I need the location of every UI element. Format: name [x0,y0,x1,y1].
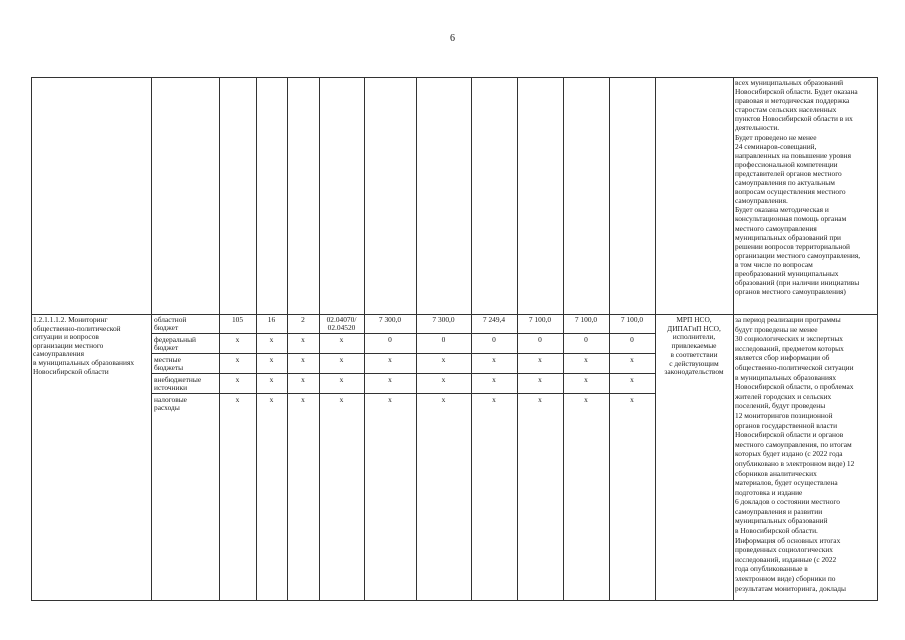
description-line: органов государственной власти [735,420,838,430]
grid-line [877,77,878,601]
target-item-code [319,316,364,332]
description-line: представителей органов местного [735,168,842,178]
description-line: направленных на повышение уровня [735,150,851,160]
grid-line [733,77,734,601]
activity-name-line: в муниципальных образованиях [33,357,135,367]
total-value: x [388,355,392,364]
subsection-code: x [301,395,305,404]
section-code: x [269,395,274,404]
description-line: образований (при наличии инициативы [735,278,860,288]
year-value: x [584,395,588,404]
funding-source [154,336,196,352]
description-line: в Новосибирской области. [735,526,818,536]
year-value: 0 [441,335,446,344]
activity-name-line: ситуации и вопросов [33,332,99,342]
description-line: Будет проведено не менее [735,132,817,142]
year-value: x [630,375,634,384]
funding-source-line: бюджет [154,323,179,332]
description-line: является сбор информации об [735,353,830,363]
grbs-code: x [235,335,240,344]
funding-source-line: налоговые [154,395,187,404]
funding-source-line: федеральный [154,335,196,344]
description-line: самоуправления по актуальным [735,178,835,188]
executors-line: законодательством [664,367,724,377]
funding-source-line: внебюджетные [154,375,202,384]
year-value: 7 300,0 [432,315,455,324]
description-line: старостам сельских населенных [735,105,837,115]
funding-source [154,316,186,332]
description-line: решении вопросов территориальной [735,241,850,251]
description-line: которых будет издано (с 2022 года [735,449,843,459]
grbs-code: x [235,395,240,404]
description-line: опубликовано в электронном виде) 12 [735,458,855,468]
year-value: x [441,375,446,384]
funding-source-line: источники [154,383,188,392]
funding-source [154,356,183,372]
total-value: 7 300,0 [378,315,402,324]
description-line: местного самоуправления, по итогам [735,439,852,449]
description-line: консультационная помощь органам [735,214,847,224]
description-line: исследований, изданные (с 2022 [735,554,837,564]
description-line: электронном виде) сборники по [735,574,836,584]
target-item-code-line: 02.04070/ [326,315,357,324]
grbs-code: x [235,375,240,384]
description-line: исследований, предметом которых [735,343,844,353]
year-value: x [492,395,496,404]
executors [655,316,733,377]
year-value: x [492,355,496,364]
description-line: пунктов Новосибирской области в их [735,114,853,124]
description-line: органов местного самоуправления) [735,287,846,297]
description-line: 6 докладов о состоянии местного [735,497,840,507]
description-line: сборников аналитических [735,468,817,478]
description-line: 24 семинаров-совещаний, [735,141,817,151]
target-item-code: x [339,355,344,364]
section-code: x [269,375,274,384]
section-code: 16 [267,315,276,324]
year-value: x [538,375,542,384]
funding-source-line: бюджеты [154,363,184,372]
description-line: подготовка и издание [735,487,803,497]
page-number: 6 [450,33,455,44]
description-line: за период реализации программы [735,315,841,324]
description-line: Информация об основных итогах [735,535,841,545]
description-line: в муниципальных образованиях [735,372,837,382]
description-line: местного самоуправления [735,223,817,233]
description-line: преобразований муниципальных [735,268,839,278]
description-line: организации местного самоуправления, [735,250,861,260]
description-line: правовая и методическая поддержка [735,96,850,106]
year-value: x [584,355,588,364]
target-item-code-line: 02.04520 [327,323,356,332]
executors-line: с действующим [669,358,719,368]
description-line: 12 мониторингов позиционной [735,410,833,420]
year-value: 7 100,0 [528,315,552,324]
funding-source [154,376,201,392]
grbs-code: x [235,355,240,364]
total-value: 0 [388,335,392,344]
row-separator [151,373,655,374]
year-value: 0 [630,335,634,344]
description-line: самоуправления. [735,196,788,206]
section-code: x [269,335,274,344]
description-line: будут проведены не менее [735,324,818,334]
activity-name-line: 1.2.1.1.1.2. Мониторинг [33,315,108,324]
description-line: результатам мониторинга, доклады [735,583,846,593]
year-value: x [441,355,446,364]
description-line: общественно-политической ситуации [735,362,854,372]
section-code: x [269,355,274,364]
year-value: x [538,355,542,364]
funding-source-line: местные [154,355,181,364]
description-line: Новосибирской области, о проблемах [735,382,854,392]
year-value: x [584,375,588,384]
year-value: 0 [492,335,496,344]
year-value: x [538,395,542,404]
funding-source-line: областной [154,315,187,324]
executors-line: МРП НСО, [676,315,712,324]
grid-line [31,600,878,601]
description-line: муниципальных образований [735,516,828,526]
description-line: профессиональной компетенции [735,159,838,169]
subsection-code: x [301,335,305,344]
funding-source-line: бюджет [154,343,179,352]
total-value: x [388,395,392,404]
description-line: материалов, будет осуществлена [735,478,838,488]
description-line: деятельности. [735,123,780,133]
target-item-code: x [339,375,344,384]
year-value: 7 249,4 [482,315,506,324]
description-line: в том числе по вопросам [735,259,813,269]
total-value: x [388,375,392,384]
subsection-code: x [301,355,305,364]
grid-line [31,77,32,601]
description-line: вопросам осуществления местного [735,187,846,197]
description-line: жителей городских и сельских [735,391,832,401]
executors-line: привлекаемые [671,341,717,351]
year-value: 7 100,0 [574,315,598,324]
target-item-code: x [339,395,344,404]
executors-line: исполнители, [672,332,716,342]
bottom-description [735,315,877,593]
year-value: 7 100,0 [620,315,644,324]
year-value: x [492,375,496,384]
activity-name-line: Новосибирской области [33,366,109,376]
top-description [735,78,877,296]
subsection-code: 2 [301,315,305,324]
row-separator [151,333,655,334]
activity-name-line: общественно-политической [33,323,121,333]
year-value: x [441,395,446,404]
year-value: 0 [584,335,588,344]
activity-name-line: организации местного [33,340,104,350]
description-line: Новосибирской области и органов [735,430,844,440]
description-line: поселений, будут проведены [735,401,826,411]
row-separator [151,353,655,354]
description-line: Будет оказана методическая и [735,205,829,215]
year-value: x [630,355,634,364]
grbs-code: 105 [231,315,244,324]
executors-line: в соответствии [670,349,718,359]
description-line: года опубликованные в [735,564,808,574]
target-item-code: x [339,335,344,344]
activity-name [33,316,134,376]
subsection-code: x [301,375,305,384]
description-line: всех муниципальных образований [735,78,844,87]
description-line: проведенных социологических [735,545,833,555]
funding-source [154,396,187,412]
row-separator [151,393,655,394]
description-line: самоуправления и развитии [735,506,823,516]
year-value: x [630,395,634,404]
description-line: муниципальных образований при [735,232,842,242]
funding-source-line: расходы [154,403,180,412]
grid-line [151,77,152,601]
executors-line: ДИПАГиП НСО, [667,323,721,333]
activity-name-line: самоуправления [33,349,85,359]
description-line: 30 социологических и экспертных [735,334,843,344]
description-line: Новосибирской области. Будет оказана [735,87,858,97]
year-value: 0 [538,335,542,344]
